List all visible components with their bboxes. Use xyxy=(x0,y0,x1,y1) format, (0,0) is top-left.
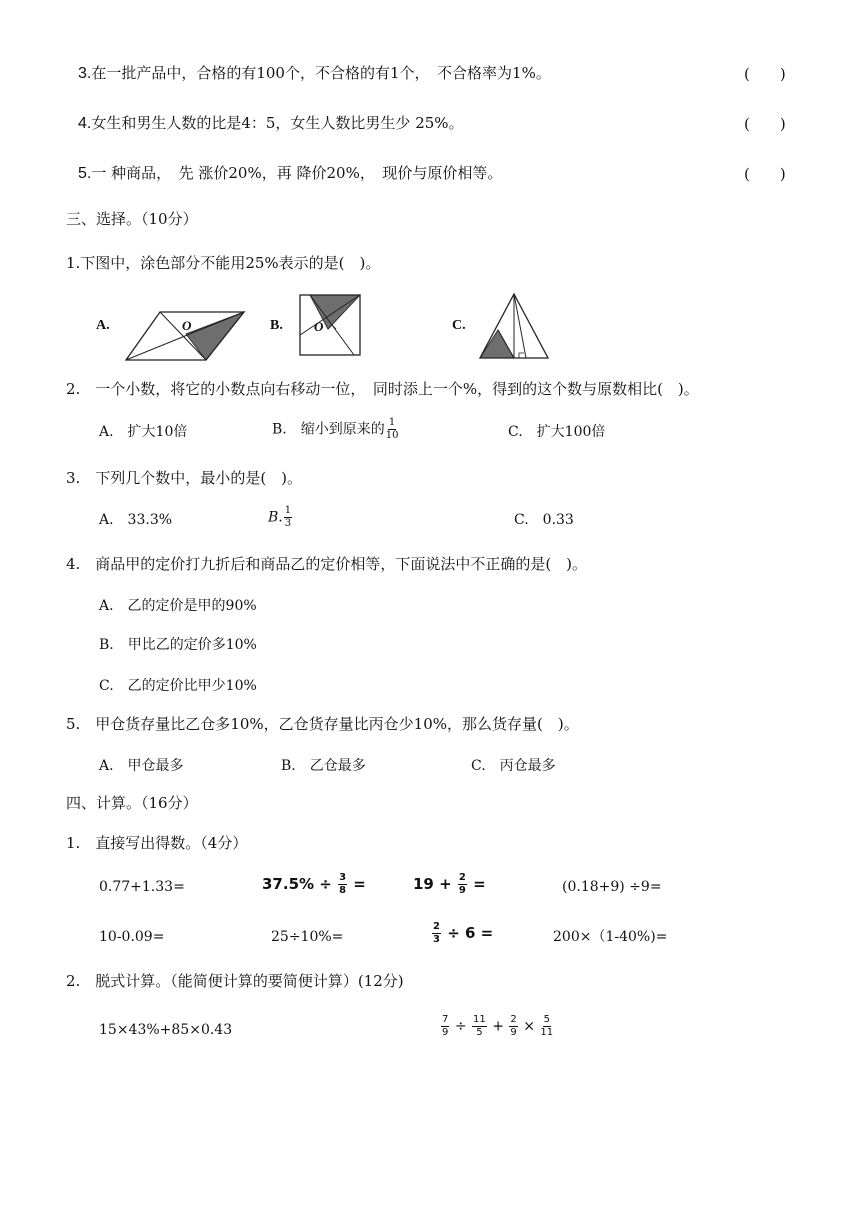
mc-q5-option-c[interactable]: C. 丙仓最多 xyxy=(471,758,556,774)
mc-question-2: 2. 一个小数，将它的小数点向右移动一位， 同时添上一个%，得到的这个数与原数相比( )。 xyxy=(66,380,699,398)
judge-item-3 xyxy=(78,66,551,82)
mc-question-3: 3. 下列几个数中，最小的是( )。 xyxy=(66,469,303,487)
calc-1-row-2-item-4: 200×（1-40%)= xyxy=(553,929,668,945)
judge-item-5 xyxy=(78,166,502,182)
mc-q2-option-c[interactable]: C. 扩大100倍 xyxy=(508,424,606,440)
calc-question-1: 1. 直接写出得数。（4分） xyxy=(66,834,248,852)
figure-b-center-o: O xyxy=(314,319,324,334)
judge-item-3-text: 在一批产品中，合格的有100个，不合格的有1个， 不合格率为1%。 xyxy=(91,64,551,82)
mc-q3-option-c[interactable]: C. 0.33 xyxy=(514,512,574,528)
mc-q3-option-b-fraction: $\frac{1}{3}$ xyxy=(284,505,292,529)
mc-q2-option-b-text: B. 缩小到原来的 xyxy=(272,421,385,438)
judge-item-5-text: 一 种商品， 先 涨价20%，再 降价20%， 现价与原价相等。 xyxy=(91,164,503,182)
calc-1-row-1-item-3: 19 + $\frac{2}{9}$ = xyxy=(413,872,486,896)
mc-q3-option-b-letter: B. xyxy=(268,509,283,526)
figure-c-shaded-triangle xyxy=(480,330,514,358)
judge-item-5-answer-paren[interactable]: ( ) xyxy=(744,165,786,183)
judge-item-4 xyxy=(78,116,464,132)
judge-item-4-answer-paren[interactable]: ( ) xyxy=(744,115,786,133)
calc-1-row-2-item-1: 10-0.09= xyxy=(99,929,165,945)
figure-b-label: B. xyxy=(270,318,283,333)
calc-2-fraction-1: $\frac{7}{9}$ xyxy=(442,1014,449,1038)
figure-a-parallelogram xyxy=(124,310,248,362)
judge-item-3-number: 3. xyxy=(78,65,92,82)
mc-q4-option-c[interactable]: C. 乙的定价比甲少10% xyxy=(99,678,257,694)
mc-q2-option-a[interactable]: A. 扩大10倍 xyxy=(99,424,188,440)
figure-c-triangle xyxy=(478,292,550,360)
calc-1-row-1-item-2-fraction: $\frac{3}{8}$ xyxy=(339,872,347,896)
mc-q5-option-b[interactable]: B. 乙仓最多 xyxy=(281,758,366,774)
calc-2-expression-2: $\frac{7}{9}$ ÷ $\frac{11}{5}$ + $\frac{2}{9}$ × $\frac{5}{11}$ xyxy=(442,1014,554,1038)
calc-2-fraction-3: $\frac{2}{9}$ xyxy=(510,1014,517,1038)
judge-item-3-answer-paren[interactable]: ( ) xyxy=(744,65,786,83)
calc-1-row-2-item-2: 25÷10%= xyxy=(271,929,344,945)
figure-a-label: A. xyxy=(96,318,110,333)
figure-c-side-line xyxy=(514,294,526,358)
calc-1-row-1-item-1: 0.77+1.33= xyxy=(99,879,185,895)
figure-a-shaded-triangle xyxy=(186,312,244,360)
calc-2-fraction-4: $\frac{5}{11}$ xyxy=(540,1014,554,1038)
judge-item-5-number: 5. xyxy=(78,165,92,182)
section-4-heading: 四、计算。（16分） xyxy=(66,794,198,812)
judge-item-4-number: 4. xyxy=(78,115,92,132)
mc-q4-option-b[interactable]: B. 甲比乙的定价多10% xyxy=(99,637,257,653)
mc-q5-option-a[interactable]: A. 甲仓最多 xyxy=(99,758,184,774)
mc-question-1: 1.下图中，涂色部分不能用25%表示的是( )。 xyxy=(66,254,381,272)
mc-q3-option-a[interactable]: A. 33.3% xyxy=(99,512,173,528)
figure-c-label: C. xyxy=(452,318,466,333)
calc-question-2: 2. 脱式计算。（能简便计算的要简便计算）(12分) xyxy=(66,972,404,990)
calc-2-expression-1: 15×43%+85×0.43 xyxy=(99,1022,233,1038)
mc-q2-option-b-fraction: $\frac{1}{10}$ xyxy=(385,417,399,441)
mc-q3-option-b[interactable] xyxy=(268,506,293,529)
figure-b-square xyxy=(298,293,362,357)
calc-1-row-1-item-3-fraction: $\frac{2}{9}$ xyxy=(458,872,466,896)
figure-a-center-o: O xyxy=(182,318,192,333)
calc-1-row-2-item-3: $\frac{2}{3}$ ÷ 6 = xyxy=(433,921,494,945)
calc-1-row-1-item-2: 37.5% ÷ $\frac{3}{8}$ = xyxy=(262,872,366,896)
mc-q2-option-b[interactable] xyxy=(272,418,399,441)
mc-question-5: 5. 甲仓货存量比乙仓多10%，乙仓货存量比丙仓少10%，那么货存量( )。 xyxy=(66,715,579,733)
mc-question-4: 4. 商品甲的定价打九折后和商品乙的定价相等，下面说法中不正确的是( )。 xyxy=(66,555,588,573)
section-3-heading: 三、选择。（10分） xyxy=(66,210,198,228)
figure-c-right-angle xyxy=(519,353,524,358)
calc-1-row-1-item-4: (0.18+9) ÷9= xyxy=(562,879,662,895)
judge-item-4-text: 女生和男生人数的比是4：5，女生人数比男生少 25%。 xyxy=(91,114,464,132)
calc-2-fraction-2: $\frac{11}{5}$ xyxy=(473,1014,486,1038)
mc-q4-option-a[interactable]: A. 乙的定价是甲的90% xyxy=(99,598,257,614)
calc-1-row-2-item-3-fraction: $\frac{2}{3}$ xyxy=(433,921,440,945)
